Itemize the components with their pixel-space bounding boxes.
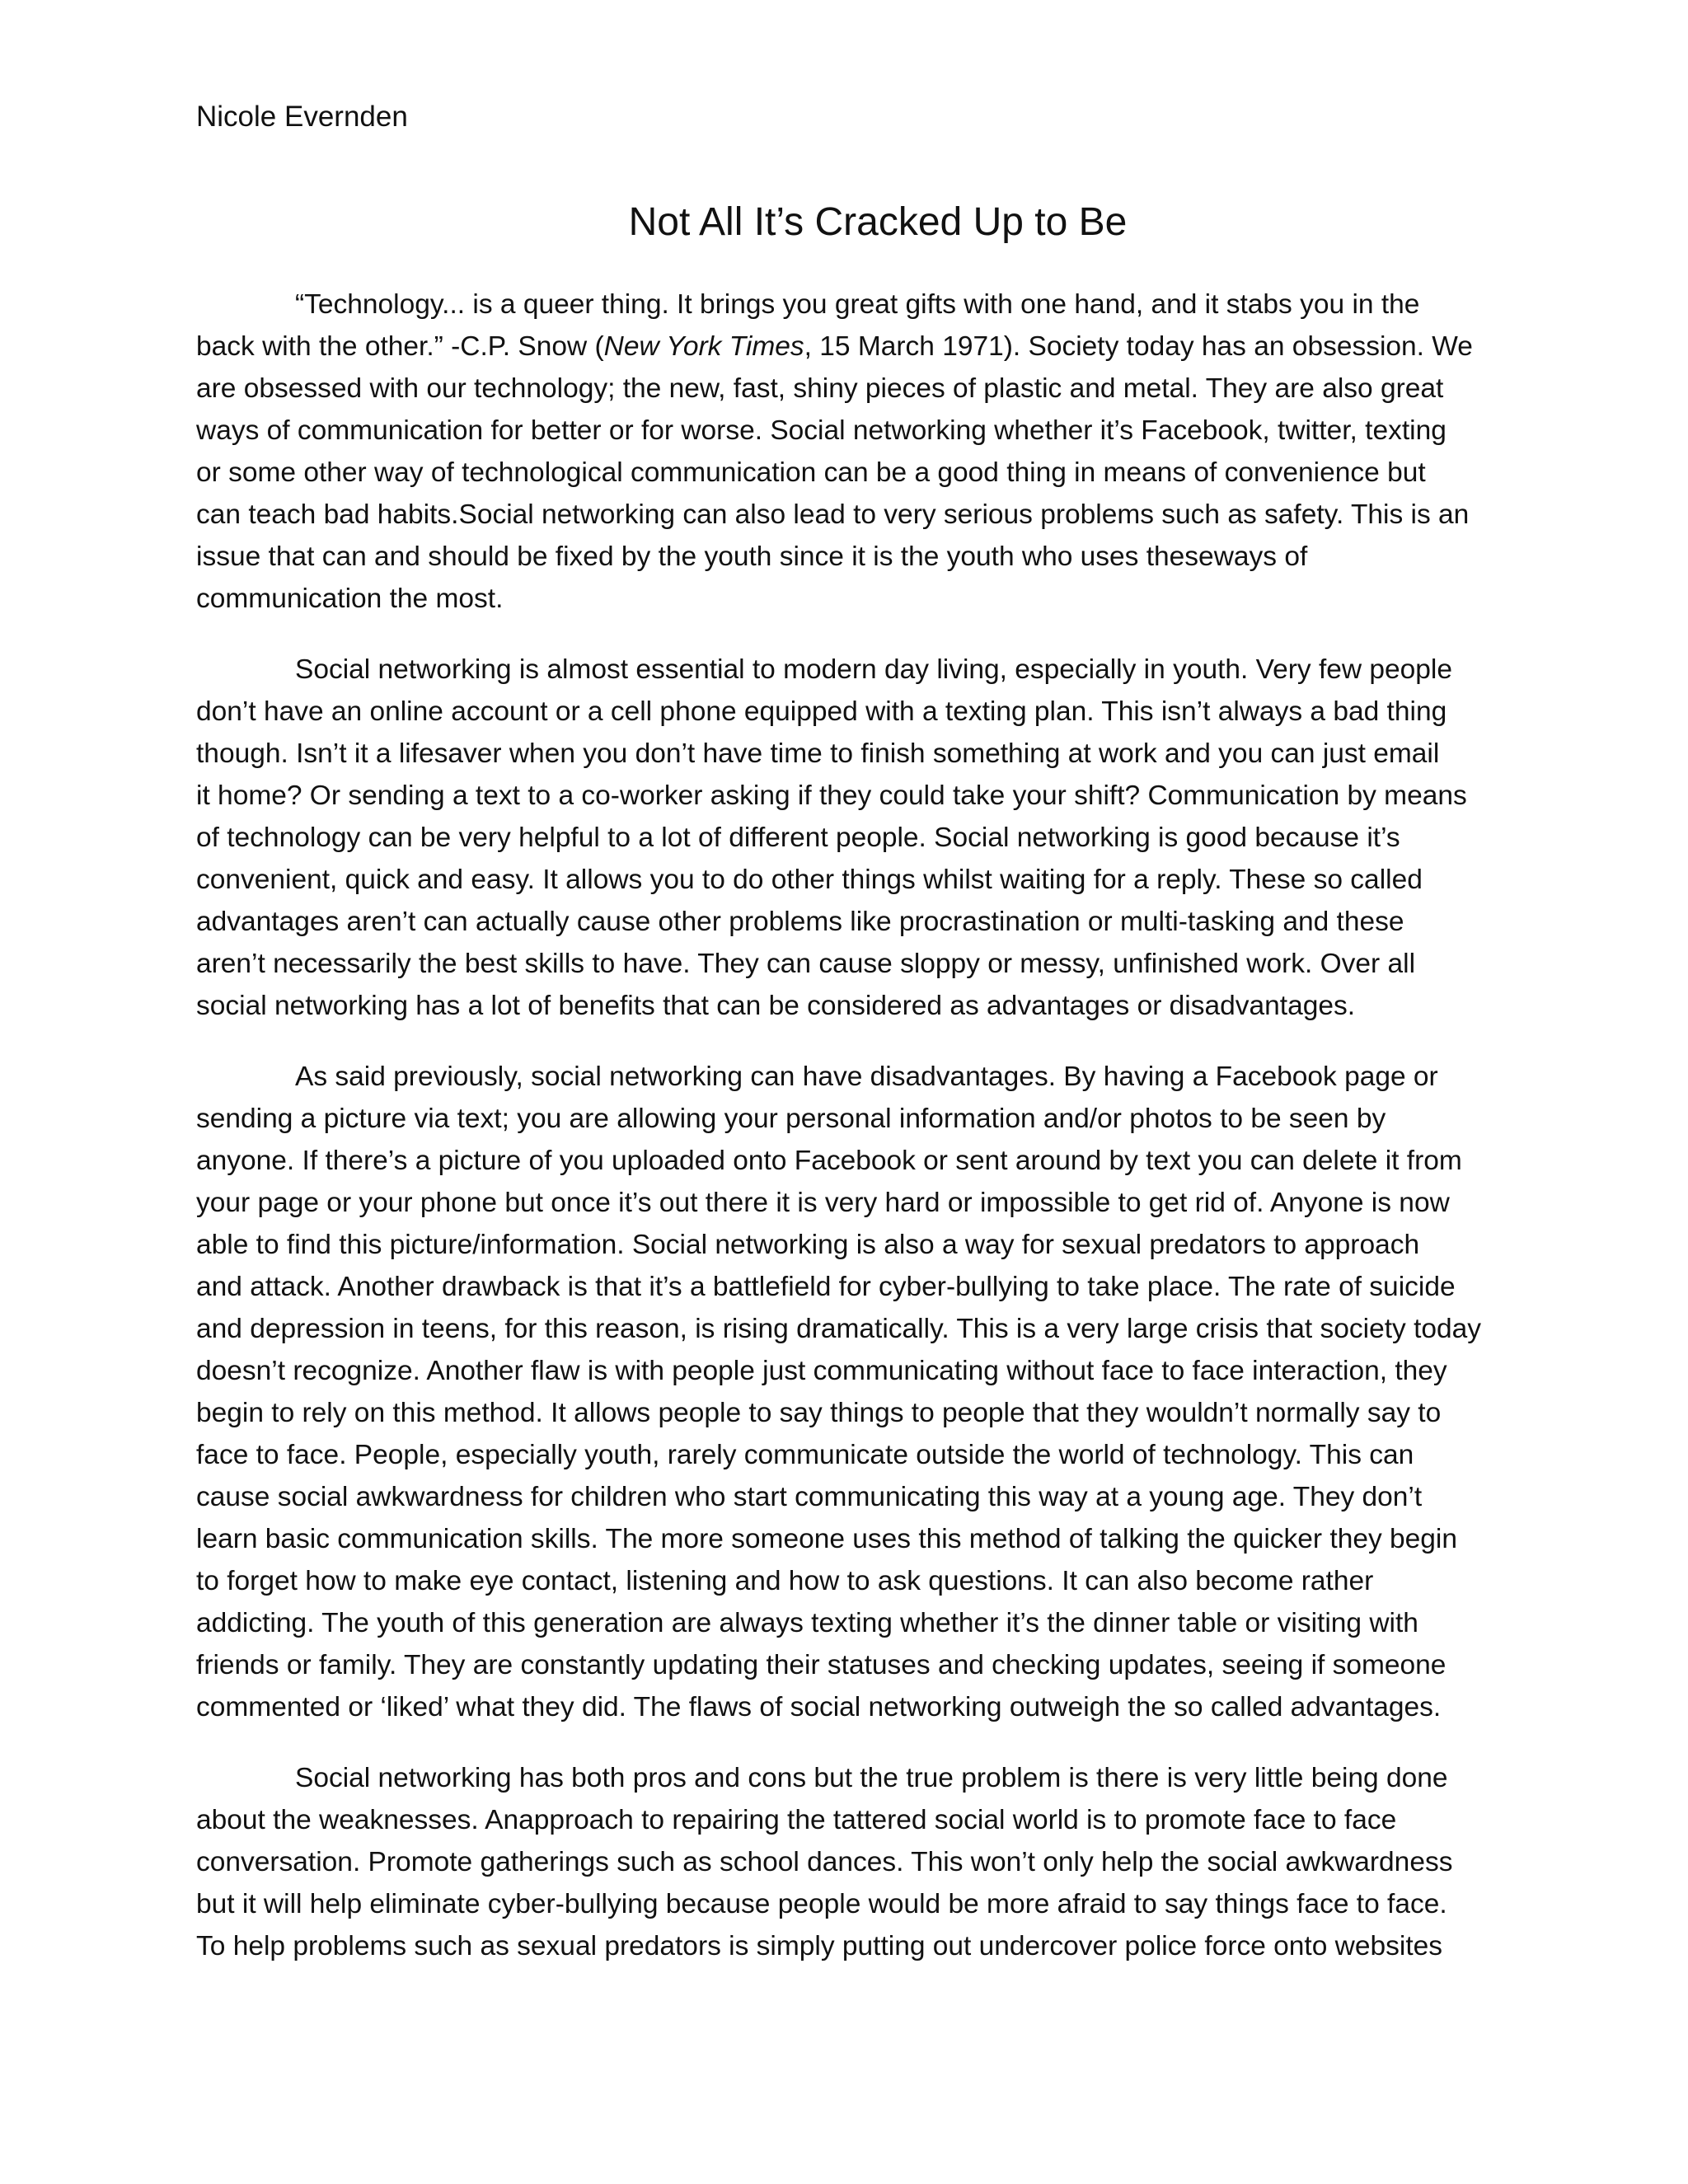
paragraph-line: to forget how to make eye contact, listening and how to ask questions. It can also become rather <box>196 1566 1374 1596</box>
essay-paragraph <box>196 284 1564 620</box>
essay-paragraph <box>196 1757 1564 1967</box>
paragraph-line: addicting. The youth of this generation are always texting whether it’s the dinner table or visiting with <box>196 1608 1418 1638</box>
paragraph-line: sending a picture via text; you are allowing your personal information and/or photos to be seen by <box>196 1104 1386 1134</box>
paragraph-line: able to find this picture/information. Social networking is also a way for sexual predators to approach <box>196 1230 1420 1260</box>
paragraph-line: don’t have an online account or a cell phone equipped with a texting plan. This isn’t always a bad thing <box>196 696 1447 727</box>
citation-italic: New York Times <box>603 331 804 362</box>
paragraph-line: As said previously, social networking can have disadvantages. By having a Facebook page or <box>295 1062 1438 1092</box>
paragraph-line: begin to rely on this method. It allows people to say things to people that they wouldn’t normally say to <box>196 1398 1442 1428</box>
paragraph-line: or some other way of technological communication can be a good thing in means of convenience but <box>196 457 1426 488</box>
paragraph-line: conversation. Promote gatherings such as school dances. This won’t only help the social awkwardness <box>196 1847 1453 1877</box>
paragraph-line: cause social awkwardness for children who start communicating this way at a young age. They don’t <box>196 1482 1423 1512</box>
paragraph-line: Social networking has both pros and cons but the true problem is there is very little being done <box>295 1763 1448 1793</box>
paragraph-line: “Technology... is a queer thing. It brings you great gifts with one hand, and it stabs you in the <box>295 289 1420 320</box>
paragraph-line: advantages aren’t can actually cause other problems like procrastination or multi-tasking and these <box>196 907 1404 937</box>
paragraph-line: about the weaknesses. Anapproach to repairing the tattered social world is to promote face to face <box>196 1805 1397 1835</box>
essay-paragraph <box>196 649 1564 1027</box>
paragraph-line: friends or family. They are constantly updating their statuses and checking updates, seeing if someone <box>196 1650 1447 1680</box>
paragraph-line: social networking has a lot of benefits that can be considered as advantages or disadvantages. <box>196 991 1356 1021</box>
paragraph-line: communication the most. <box>196 583 504 614</box>
paragraph-line: aren’t necessarily the best skills to have. They can cause sloppy or messy, unfinished work. Over all <box>196 949 1416 979</box>
paragraph-line: of technology can be very helpful to a lot of different people. Social networking is good because it’s <box>196 823 1400 853</box>
paragraph-line: Social networking is almost essential to modern day living, especially in youth. Very few people <box>295 654 1453 685</box>
paragraph-line: back with the other.” -C.P. Snow (New York Times, 15 March 1971). Society today has an obsession. We <box>196 331 1473 362</box>
paragraph-line: and attack. Another drawback is that it’s a battlefield for cyber-bullying to take place. The rate of suicide <box>196 1272 1456 1302</box>
paragraph-line: doesn’t recognize. Another flaw is with people just communicating without face to face interaction, they <box>196 1356 1447 1386</box>
paragraph-line: learn basic communication skills. The more someone uses this method of talking the quicker they begin <box>196 1524 1457 1554</box>
author-name: Nicole Evernden <box>196 101 408 133</box>
paragraph-line: anyone. If there’s a picture of you uploaded onto Facebook or sent around by text you can delete it from <box>196 1146 1462 1176</box>
paragraph-line: and depression in teens, for this reason, is rising dramatically. This is a very large crisis that society today <box>196 1314 1482 1344</box>
document-title: Not All It’s Cracked Up to Be <box>628 200 1128 244</box>
paragraph-line: your page or your phone but once it’s out there it is very hard or impossible to get rid of. Anyone is now <box>196 1188 1450 1218</box>
essay-paragraph <box>196 1056 1564 1728</box>
paragraph-line: though. Isn’t it a lifesaver when you don’t have time to finish something at work and you can just email <box>196 738 1440 769</box>
paragraph-line: it home? Or sending a text to a co-worker asking if they could take your shift? Communication by means <box>196 780 1467 811</box>
paragraph-line: but it will help eliminate cyber-bullying because people would be more afraid to say things face to face. <box>196 1889 1447 1919</box>
paragraph-line: issue that can and should be fixed by the youth since it is the youth who uses theseways of <box>196 541 1308 572</box>
essay-body <box>196 284 1564 1996</box>
paragraph-line: can teach bad habits.Social networking can also lead to very serious problems such as safety. This is an <box>196 499 1470 530</box>
paragraph-line: To help problems such as sexual predators is simply putting out undercover police force onto websites <box>196 1931 1443 1961</box>
paragraph-line: commented or ‘liked’ what they did. The flaws of social networking outweigh the so called advantages. <box>196 1692 1442 1722</box>
paragraph-line: are obsessed with our technology; the new, fast, shiny pieces of plastic and metal. They are also great <box>196 373 1444 404</box>
paragraph-line: face to face. People, especially youth, rarely communicate outside the world of technology. This can <box>196 1440 1414 1470</box>
paragraph-line: ways of communication for better or for worse. Social networking whether it’s Facebook, twitter, texting <box>196 415 1447 446</box>
paragraph-line: convenient, quick and easy. It allows you to do other things whilst waiting for a reply. These so called <box>196 865 1423 895</box>
